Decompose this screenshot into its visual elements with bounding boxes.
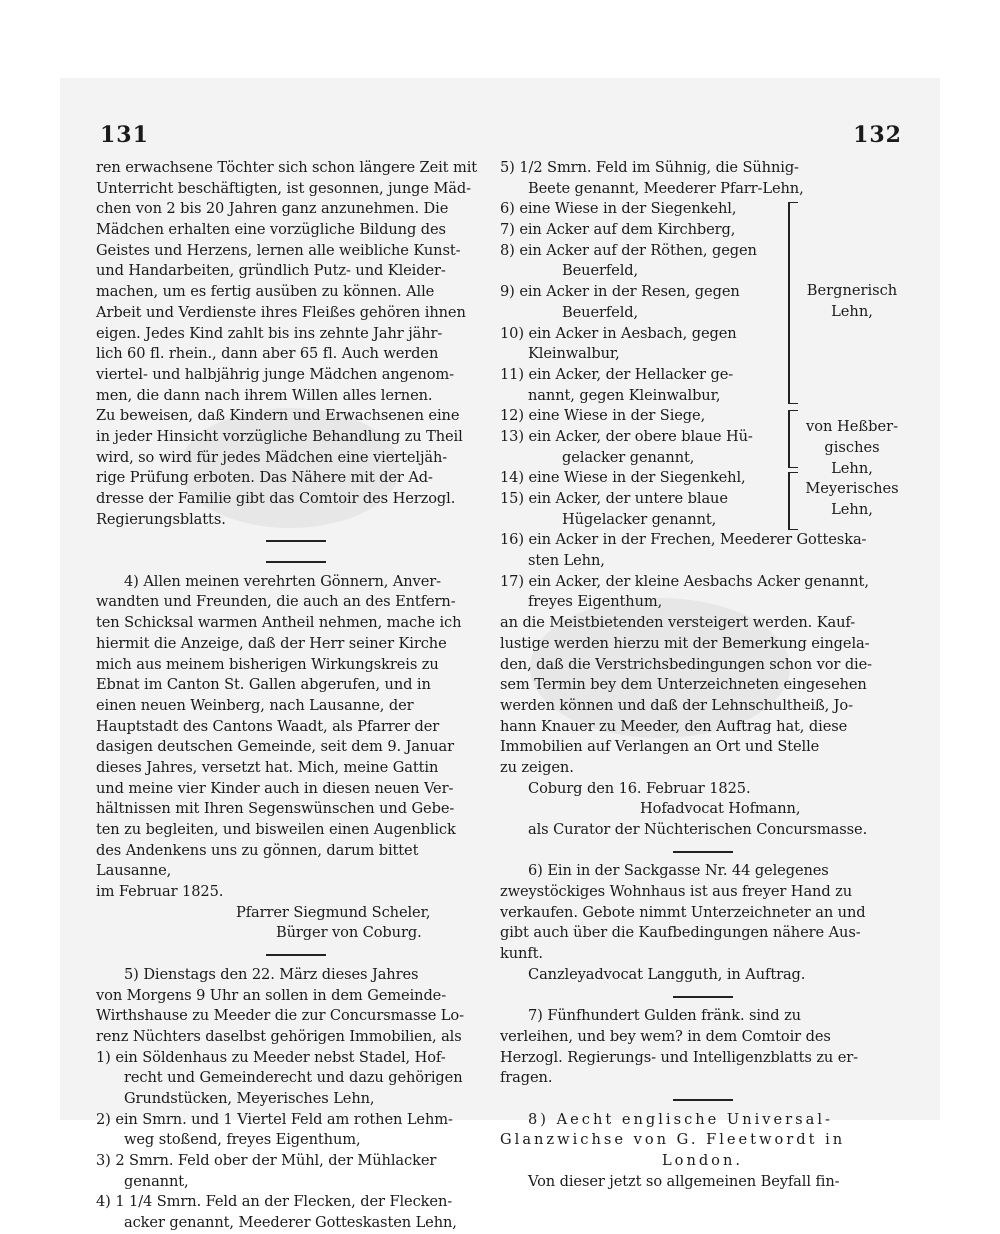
text-line: Geistes und Herzens, lernen alle weibliche Kunst-: [96, 241, 461, 259]
text-line: Wirthshause zu Meeder die zur Concursmasse Lo-: [96, 1007, 464, 1025]
text-line: chen von 2 bis 20 Jahren ganz anzunehmen. Die: [96, 200, 449, 218]
text-line: 6) Ein in der Sackgasse Nr. 44 gelegenes: [528, 862, 829, 880]
text-line: men, die dann nach ihrem Willen alles lernen.: [96, 386, 433, 404]
signature-line: Hofadvocat Hofmann,: [640, 800, 801, 818]
brace-label-hessberg: [802, 417, 902, 479]
signature-line: Bürger von Coburg.: [276, 924, 422, 942]
text-line: Immobilien auf Verlangen an Ort und Stelle: [500, 738, 820, 756]
text-line: Unterricht beschäftigten, ist gesonnen, junge Mäd-: [96, 179, 471, 197]
text-line: fragen.: [500, 1069, 553, 1087]
text-line: zu zeigen.: [500, 758, 574, 776]
text-line: recht und Gemeinderecht und dazu gehörigen: [124, 1069, 463, 1087]
text-line: Regierungsblatts.: [96, 510, 226, 528]
text-line: lich 60 fl. rhein., dann aber 65 fl. Auch werden: [96, 345, 439, 363]
signature-line: als Curator der Nüchterischen Concursmasse.: [528, 821, 868, 838]
text-line: renz Nüchters daselbst gehörigen Immobilien, als: [96, 1027, 462, 1045]
heading-line: London.: [661, 1152, 744, 1169]
spacer: [96, 551, 496, 572]
heading-line: 8) Aecht englische Universal-: [528, 1110, 833, 1128]
text-line: sem Termin bey dem Unterzeichneten eingesehen: [500, 676, 867, 694]
braced-list: [500, 199, 905, 530]
text-line: Zu beweisen, daß Kindern und Erwachsenen eine: [96, 407, 460, 425]
paragraph-3-continued: [96, 158, 496, 530]
text-line: dasigen deutschen Gemeinde, seit dem 9. Januar: [96, 738, 455, 756]
text-line: und meine vier Kinder auch in diesen neuen Ver-: [96, 779, 454, 797]
list-item: 3) 2 Smrn. Feld ober der Mühl, der Mühlacker: [96, 1152, 437, 1169]
text-line: 4) Allen meinen verehrten Gönnern, Anver-: [124, 572, 441, 590]
text-line: Von dieser jetzt so allgemeinen Beyfall fin-: [528, 1172, 840, 1190]
text-line: 7) Fünfhundert Gulden fränk. sind zu: [528, 1007, 801, 1025]
list-item: 13) ein Acker, der obere blaue Hü-: [500, 427, 753, 445]
text-line: von Morgens 9 Uhr an sollen in dem Gemeinde-: [96, 986, 447, 1004]
text-line: machen, um es fertig ausüben zu können. Alle: [96, 283, 435, 301]
brace-label-line: Lehn,: [831, 303, 873, 321]
date-line: Coburg den 16. Februar 1825.: [528, 779, 751, 797]
list-item: 9) ein Acker in der Resen, gegen: [500, 283, 740, 301]
text-line: eigen. Jedes Kind zahlt bis ins zehnte Jahr jähr-: [96, 324, 443, 342]
text-line: gibt auch über die Kaufbedingungen nähere Aus-: [500, 924, 861, 942]
section-divider: [96, 530, 496, 551]
brace-bracket: [788, 472, 798, 530]
list-item: 16) ein Acker in der Frechen, Meederer Gotteska-: [500, 531, 867, 549]
text-line: genannt,: [124, 1172, 189, 1190]
text-line: werden können und daß der Lehnschultheiß, Jo-: [500, 696, 853, 714]
text-line: ten zu begleiten, und bisweilen einen Augenblick: [96, 821, 456, 838]
text-line: Beete genannt, Meederer Pfarr-Lehn,: [528, 179, 804, 197]
text-line: dresse der Familie gibt das Comtoir des Herzogl.: [96, 490, 456, 507]
brace-label-line: Bergnerisch: [806, 282, 898, 300]
paper-background: [60, 78, 940, 1232]
text-line: hiermit die Anzeige, daß der Herr seiner Kirche: [96, 634, 447, 652]
date-line: im Februar 1825.: [96, 883, 224, 901]
list-item: 1) ein Söldenhaus zu Meeder nebst Stadel, Hof-: [96, 1048, 446, 1066]
text-line: wandten und Freunden, die auch an des Entfern-: [96, 593, 456, 611]
text-line: zweystöckiges Wohnhaus ist aus freyer Hand zu: [500, 883, 853, 901]
brace-label-meyerisch: [802, 479, 902, 520]
brace-label-line: Lehn,: [831, 501, 873, 519]
brace-label-line: von Heßber-: [805, 418, 899, 436]
section-divider: [500, 841, 905, 862]
list-item: 8) ein Acker auf der Röthen, gegen: [500, 241, 757, 259]
list-item: 15) ein Acker, der untere blaue: [500, 490, 728, 507]
text-line: des Andenkens uns zu gönnen, darum bittet: [96, 841, 419, 859]
page-number-left: 131: [100, 122, 149, 148]
text-line: verleihen, und bey wem? in dem Comtoir des: [500, 1027, 831, 1045]
list-item: 4) 1 1/4 Smrn. Feld an der Flecken, der Flecken-: [96, 1193, 453, 1211]
text-line: in jeder Hinsicht vorzügliche Behandlung zu Theil: [96, 427, 463, 445]
brace-label-line: gisches Lehn,: [824, 439, 880, 477]
text-line: wird, so wird für jedes Mädchen eine vierteljäh-: [96, 448, 448, 466]
heading-line: Glanzwichse von G. Fleetwordt in: [500, 1131, 846, 1149]
section-divider: [96, 944, 496, 965]
list-item: 5) 1/2 Smrn. Feld im Sühnig, die Sühnig-: [500, 159, 799, 176]
text-line: acker genannt, Meederer Gotteskasten Lehn,: [124, 1214, 457, 1232]
list-item: 11) ein Acker, der Hellacker ge-: [500, 365, 734, 383]
brace-bracket: [788, 202, 798, 404]
list-item: 6) eine Wiese in der Siegenkehl,: [500, 200, 737, 218]
text-line: Hügelacker genannt,: [562, 510, 717, 528]
list-item: 7) ein Acker auf dem Kirchberg,: [500, 221, 736, 239]
text-line: den, daß die Verstrichsbedingungen schon vor die-: [500, 655, 872, 673]
list-item: 2) ein Smrn. und 1 Viertel Feld am rothen Lehm-: [96, 1110, 453, 1128]
left-column: [96, 158, 496, 1234]
text-line: sten Lehn,: [528, 552, 605, 570]
list-item: 12) eine Wiese in der Siege,: [500, 407, 706, 425]
text-line: dieses Jahres, versetzt hat. Mich, meine Gattin: [96, 758, 439, 776]
text-line: Hauptstadt des Cantons Waadt, als Pfarrer der: [96, 717, 440, 735]
text-line: ten Schicksal warmen Antheil nehmen, mache ich: [96, 614, 462, 632]
page-number-right: 132: [853, 122, 902, 148]
brace-bracket: [788, 410, 798, 468]
text-line: Beuerfeld,: [562, 303, 639, 321]
place-line: Lausanne,: [96, 862, 172, 880]
text-line: Ebnat im Canton St. Gallen abgerufen, und in: [96, 676, 431, 694]
signature-line: Canzleyadvocat Langguth, in Auftrag.: [528, 965, 806, 983]
text-line: Grundstücken, Meyerisches Lehn,: [124, 1089, 375, 1107]
text-line: gelacker genannt,: [562, 448, 695, 466]
text-line: und Handarbeiten, gründlich Putz- und Kleider-: [96, 262, 446, 280]
text-line: ren erwachsene Töchter sich schon längere Zeit mit: [96, 159, 478, 176]
brace-label-bergnerisch: [802, 281, 902, 322]
brace-label-line: Meyerisches: [805, 480, 899, 498]
list-items: [500, 199, 785, 530]
paragraph-4: [96, 572, 496, 944]
text-line: viertel- und halbjährig junge Mädchen angenom-: [96, 365, 455, 383]
text-line: hann Knauer zu Meeder, den Auftrag hat, diese: [500, 717, 848, 735]
text-line: hältnissen mit Ihren Segenswünschen und Gebe-: [96, 800, 455, 818]
section-divider: [500, 1089, 905, 1110]
list-item: 10) ein Acker in Aesbach, gegen: [500, 324, 737, 342]
text-line: lustige werden hierzu mit der Bemerkung eingela-: [500, 634, 870, 652]
text-line: rige Prüfung erboten. Das Nähere mit der Ad-: [96, 469, 433, 487]
text-line: weg stoßend, freyes Eigenthum,: [124, 1131, 361, 1149]
text-line: verkaufen. Gebote nimmt Unterzeichneter an und: [500, 903, 866, 921]
section-divider: [500, 986, 905, 1007]
text-line: kunft.: [500, 945, 543, 963]
right-column: [500, 158, 905, 1192]
signature-line: Pfarrer Siegmund Scheler,: [236, 903, 431, 921]
text-line: einen neuen Weinberg, nach Lausanne, der: [96, 696, 414, 714]
text-line: Kleinwalbur,: [528, 345, 620, 363]
text-line: 5) Dienstags den 22. März dieses Jahres: [124, 965, 419, 983]
text-line: Mädchen erhalten eine vorzügliche Bildung des: [96, 221, 446, 239]
text-line: Beuerfeld,: [562, 262, 639, 280]
text-line: Arbeit und Verdienste ihres Fleißes gehören ihnen: [96, 303, 466, 321]
text-line: Herzogl. Regierungs- und Intelligenzblatts zu er-: [500, 1048, 858, 1066]
paragraph-5: [96, 965, 496, 1234]
text-line: freyes Eigenthum,: [528, 593, 663, 611]
text-line: an die Meistbietenden versteigert werden. Kauf-: [500, 614, 856, 632]
scanned-page-spread: [60, 78, 940, 1232]
list-item: 14) eine Wiese in der Siegenkehl,: [500, 469, 746, 487]
text-line: mich aus meinem bisherigen Wirkungskreis zu: [96, 655, 439, 673]
list-item: 17) ein Acker, der kleine Aesbachs Acker genannt,: [500, 572, 869, 590]
text-line: nannt, gegen Kleinwalbur,: [528, 386, 721, 404]
